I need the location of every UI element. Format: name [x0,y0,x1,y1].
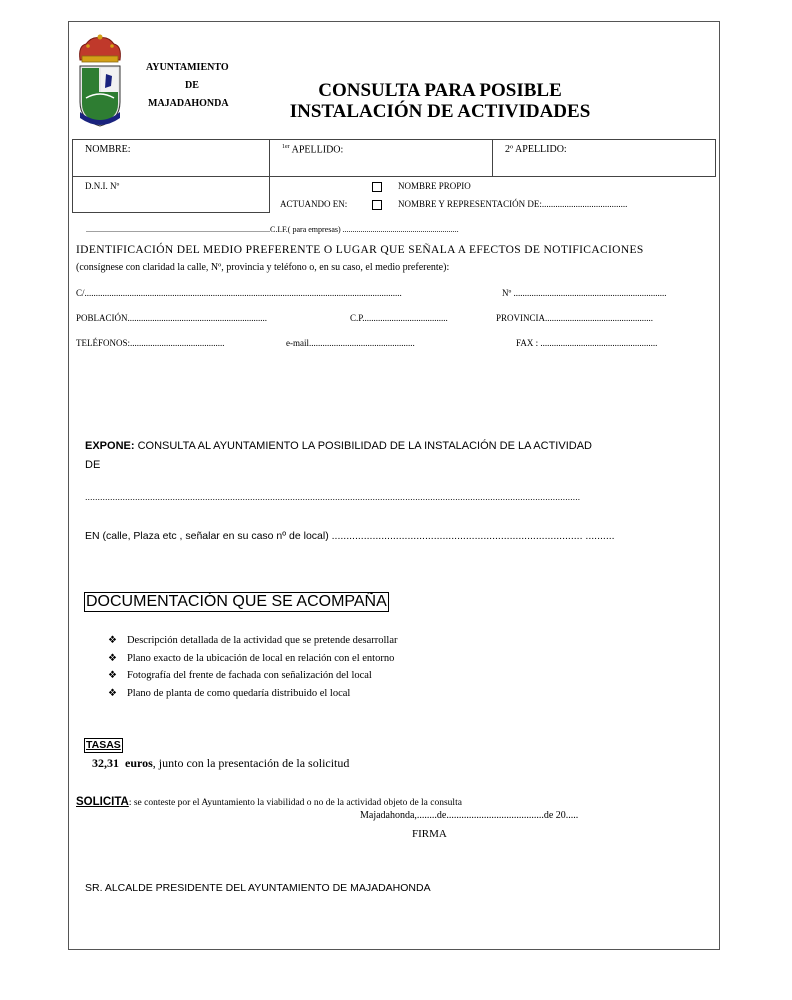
solicita-label: SOLICITA [76,796,129,808]
solicita-line [76,792,462,810]
dni-label: D.N.I. Nº [85,181,120,191]
email-field[interactable]: e-mail............................................... [286,338,415,348]
apellido1-text: APELLIDO: [291,144,344,156]
page-title [260,80,620,122]
poblacion-field[interactable]: POBLACIÓN.............................................................. [76,313,268,323]
tasas-label: TASAS [86,739,121,751]
diamond-bullet-icon: ❖ [108,635,117,646]
fax-field[interactable]: FAX : .................................................... [516,338,658,348]
actuando-en-label: ACTUANDO EN: [280,199,348,209]
apellido1-cell[interactable] [269,139,493,177]
list-item: ❖ Plano exacto de la ubicación de local en relación con el entorno [108,652,395,664]
cp-field[interactable]: C.P...................................... [350,313,448,323]
org-line-1: AYUNTAMIENTO [146,62,229,73]
cif-field[interactable]: ............................................................................................C.I.F.( para empresas) .......................................................... [86,225,459,234]
provincia-field[interactable]: PROVINCIA................................................ [496,313,654,323]
firma-label: FIRMA [412,828,447,840]
coat-of-arms-icon [74,32,126,128]
org-line-2: DE [185,80,199,91]
tasas-amount: 32,31 [92,756,119,770]
apellido1-label [282,144,343,155]
expone-text: CONSULTA AL AYUNTAMIENTO LA POSIBILIDAD DE LA INSTALACIÓN DE LA ACTIVIDAD [137,440,592,452]
documentacion-list [108,632,398,702]
documentacion-heading: DOCUMENTACIÓN QUE SE ACOMPAÑA [86,593,387,610]
representacion-field[interactable]: NOMBRE Y REPRESENTACIÓN DE:...................................... [398,199,628,209]
title-line-2: INSTALACIÓN DE ACTIVIDADES [289,101,591,122]
nombre-propio-label: NOMBRE PROPIO [398,181,471,191]
notificaciones-subheading: (consígnese con claridad la calle, Nº, provincia y teléfono o, en su caso, el medio preferente): [76,262,450,273]
list-item: ❖ Fotografía del frente de fachada con señalización del local [108,670,372,681]
solicita-text: : se conteste por el Ayuntamiento la viabilidad o no de la actividad objeto de la consulta [128,798,462,808]
calle-field[interactable]: C/............................................................................................................................................. [76,288,402,298]
expone-label: EXPONE: [85,440,135,452]
expone-line [85,440,592,452]
nombre-label: NOMBRE: [85,144,131,155]
list-item: ❖ Descripción detallada de la actividad que se pretende desarrollar [108,635,398,646]
tasas-currency: euros [125,756,153,770]
org-line-3: MAJADAHONDA [148,98,229,109]
actividad-field[interactable]: ...................................................................................................................................................................................................... [85,492,581,502]
apellido2-cell[interactable] [492,139,716,177]
representacion-checkbox[interactable] [372,196,382,214]
date-line[interactable]: Majadahonda,........de.......................................de 20..... [360,810,579,821]
nombre-propio-checkbox[interactable] [372,178,382,196]
list-item: ❖ Plano de planta de como quedaría distribuido el local [108,687,351,699]
diamond-bullet-icon: ❖ [108,687,117,699]
notificaciones-heading: IDENTIFICACIÓN DEL MEDIO PREFERENTE O LUGAR QUE SEÑALA A EFECTOS DE NOTIFICACIONES [76,244,644,256]
apellido2-label: 2º APELLIDO: [505,144,567,155]
numero-field[interactable]: Nº .................................................................... [502,288,667,298]
telefonos-field[interactable]: TELÉFONOS:.......................................... [76,338,225,348]
diamond-bullet-icon: ❖ [108,652,117,664]
diamond-bullet-icon: ❖ [108,670,117,681]
en-field[interactable]: EN (calle, Plaza etc , señalar en su caso nº de local) ...................................................................................... .......... [85,530,615,542]
dni-cell[interactable] [72,176,270,213]
tasas-text: , junto con la presentación de la solicitud [152,756,350,770]
addressee: SR. ALCALDE PRESIDENTE DEL AYUNTAMIENTO DE MAJADAHONDA [85,882,431,894]
apellido1-sup: 1er [282,144,290,150]
expone-text-2: DE [85,459,101,471]
title-line-1: CONSULTA PARA POSIBLE [318,80,562,101]
nombre-cell[interactable] [72,139,270,177]
tasas-line [92,756,349,771]
